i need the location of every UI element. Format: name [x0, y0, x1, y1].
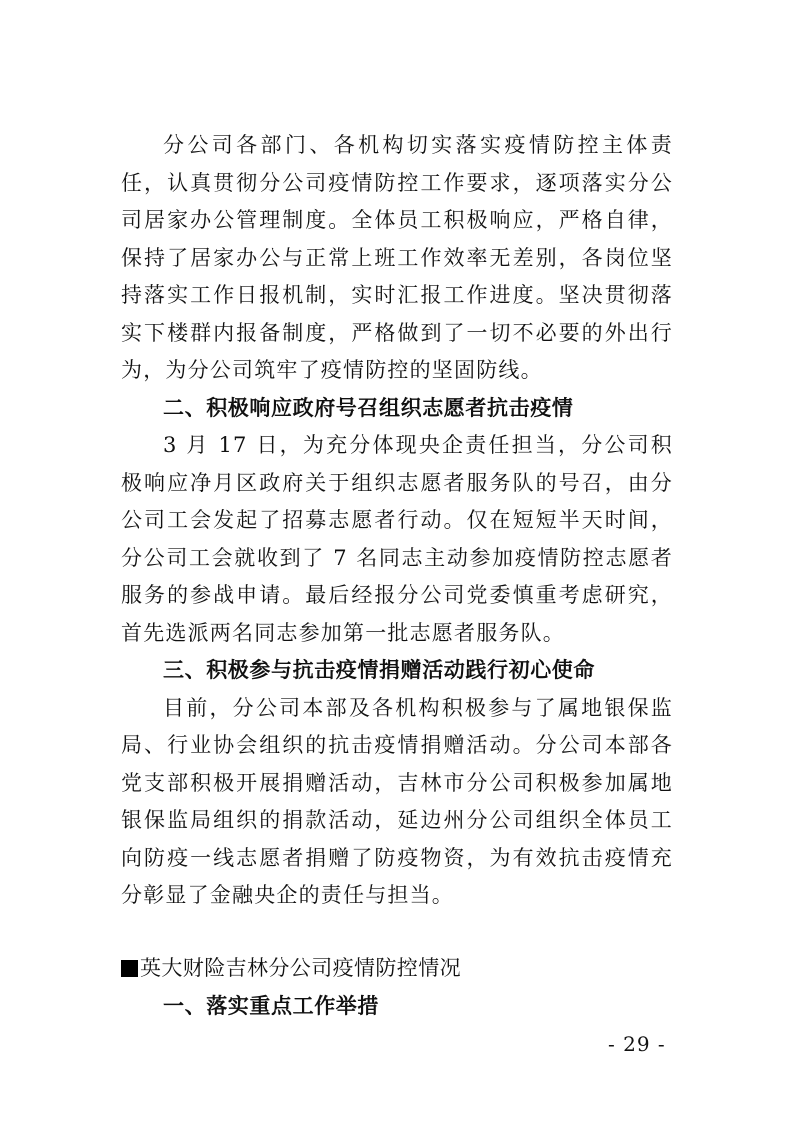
- section-title: [121, 950, 673, 988]
- page-number: - 29 -: [608, 1032, 666, 1056]
- paragraph-donations: 目前，分公司本部及各机构积极参与了属地银保监局、行业协会组织的抗击疫情捐赠活动。分公司本部各党支部积极开展捐赠活动，吉林市分公司积极参加属地银保监局组织的捐款活动，延边州分公司组织全体员工向防疫一线志愿者捐赠了防疫物资，为有效抗击疫情充分彰显了金融央企的责任与担当。: [121, 695, 673, 907]
- black-square-icon: [121, 960, 138, 977]
- heading-donations: 三、积极参与抗击疫情捐赠活动践行初心使命: [163, 658, 595, 682]
- document-body: [121, 127, 673, 915]
- section-subheading: 一、落实重点工作举措: [163, 993, 379, 1018]
- paragraph-volunteers: 3 月 17 日，为充分体现央企责任担当，分公司积极响应净月区政府关于组织志愿者服务队的号召，由分公司工会发起了招募志愿者行动。仅在短短半天时间，分公司工会就收到了 7 名同志主动参加疫情防控志愿者服务的参战申请。最后经报分公司党委慎重考虑研究，首先选派两名同志参加第一批志愿者服务队。: [121, 433, 673, 645]
- section-title-text: 英大财险吉林分公司疫情防控情况: [140, 956, 461, 980]
- section-block: [121, 950, 673, 1025]
- heading-volunteers: 二、积极响应政府号召组织志愿者抗击疫情: [163, 395, 574, 420]
- paragraph-responsibility: 分公司各部门、各机构切实落实疫情防控主体责任，认真贯彻分公司疫情防控工作要求，逐项落实分公司居家办公管理制度。全体员工积极响应，严格自律，保持了居家办公与正常上班工作效率无差别，各岗位坚持落实工作日报机制，实时汇报工作进度。坚决贯彻落实下楼群内报备制度，严格做到了一切不必要的外出行为，为分公司筑牢了疫情防控的坚固防线。: [121, 133, 673, 382]
